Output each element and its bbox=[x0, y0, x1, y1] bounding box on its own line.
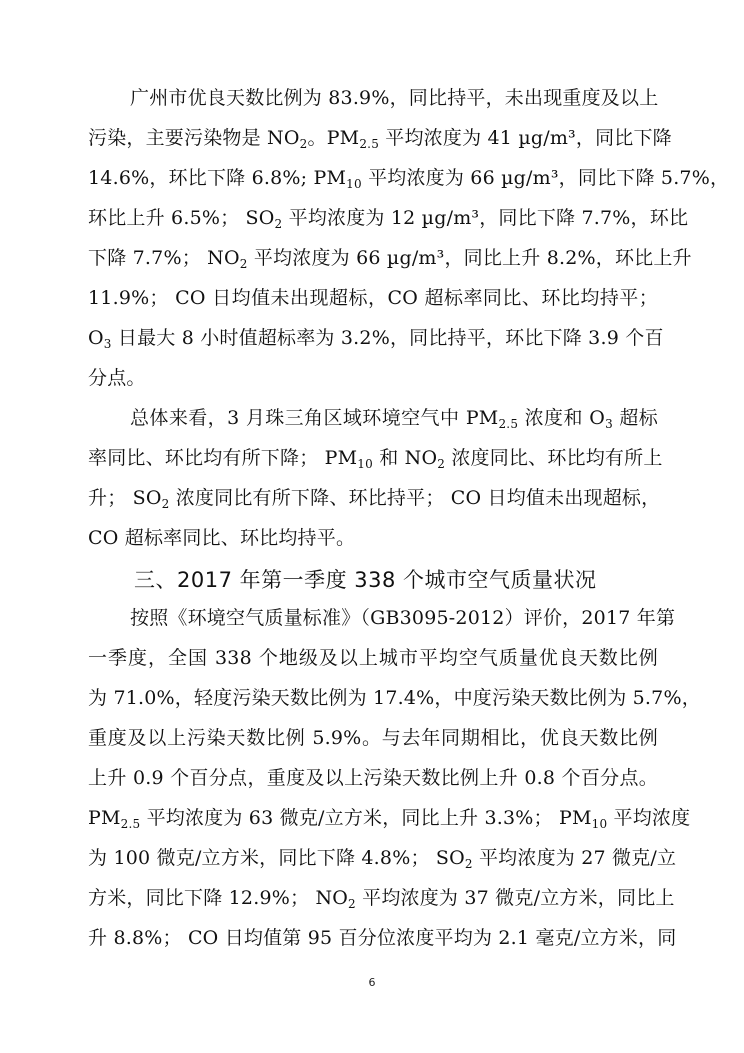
text-run: 14.6%，环比下降 6.8%; PM bbox=[88, 167, 347, 189]
subscript: 10 bbox=[357, 457, 373, 471]
text-run: 平均浓度 bbox=[607, 807, 691, 829]
text-run: 上升 0.9 个百分点，重度及以上污染天数比例上升 0.8 个百分点。 bbox=[88, 767, 658, 789]
text-run: 方米，同比下降 12.9%； NO bbox=[88, 887, 349, 909]
subscript: 10 bbox=[346, 177, 362, 191]
subscript: 2.5 bbox=[120, 817, 141, 831]
text-run: 平均浓度为 66 µg/m³，同比上升 8.2%，环比上升 bbox=[247, 247, 692, 269]
text-line bbox=[88, 446, 663, 471]
text-run: 平均浓度为 66 µg/m³，同比下降 5.7%， bbox=[361, 167, 730, 189]
text-line bbox=[130, 406, 658, 430]
text-run: 平均浓度为 37 微克/立方米，同比上 bbox=[355, 887, 675, 909]
subscript: 2 bbox=[274, 217, 283, 231]
text-line bbox=[88, 766, 658, 790]
text-line bbox=[88, 286, 658, 310]
text-line bbox=[88, 726, 658, 750]
text-run: 平均浓度为 12 µg/m³，同比下降 7.7%，环比 bbox=[282, 207, 689, 229]
subscript: 2 bbox=[239, 257, 248, 271]
subscript: 2.5 bbox=[498, 417, 519, 431]
text-run: 浓度和 O bbox=[518, 407, 606, 429]
text-run: 平均浓度为 27 微克/立 bbox=[472, 847, 677, 869]
subscript: 2 bbox=[299, 137, 308, 151]
text-run: 升 8.8%； CO 日均值第 95 百分位浓度平均为 2.1 毫克/立方米，同 bbox=[88, 927, 677, 949]
subscript: 2 bbox=[464, 857, 473, 871]
subscript: 3 bbox=[605, 417, 613, 431]
text-line bbox=[88, 686, 701, 710]
subscript: 2 bbox=[348, 897, 356, 911]
text-run: 为 100 微克/立方米，同比下降 4.8%； SO bbox=[88, 847, 465, 869]
text-line bbox=[88, 366, 658, 390]
text-run: 一季度，全国 338 个地级及以上城市平均空气质量优良天数比例 bbox=[88, 647, 658, 669]
text-run: 11.9%； CO 日均值未出现超标，CO 超标率同比、环比均持平； bbox=[88, 287, 658, 309]
text-run: 总体来看，3 月珠三角区域环境空气中 PM bbox=[130, 407, 499, 429]
text-run: 平均浓度为 41 µg/m³，同比下降 bbox=[379, 127, 672, 149]
text-run: 浓度同比、环比均有所上 bbox=[445, 447, 663, 469]
text-run: 升； SO bbox=[88, 487, 162, 509]
text-line bbox=[88, 126, 672, 151]
subscript: 2.5 bbox=[359, 137, 380, 151]
text-run: 分点。 bbox=[88, 367, 146, 389]
text-line bbox=[88, 646, 658, 670]
text-line bbox=[88, 846, 677, 871]
text-run: PM bbox=[88, 807, 121, 829]
text-run: 为 71.0%，轻度污染天数比例为 17.4%，中度污染天数比例为 5.7%， bbox=[88, 687, 701, 709]
subscript: 2 bbox=[161, 497, 170, 511]
text-run: 。PM bbox=[307, 127, 360, 149]
text-run: 和 NO bbox=[372, 447, 438, 469]
text-run: 平均浓度为 63 微克/立方米，同比上升 3.3%； PM bbox=[140, 807, 592, 829]
text-line bbox=[88, 806, 691, 831]
subscript: 10 bbox=[591, 817, 608, 831]
text-run: 重度及以上污染天数比例 5.9%。与去年同期相比，优良天数比例 bbox=[88, 727, 658, 749]
subscript: 2 bbox=[437, 457, 446, 471]
subscript: 3 bbox=[103, 337, 112, 351]
text-run: O bbox=[88, 327, 104, 349]
section-heading: 三、2017 年第一季度 338 个城市空气质量状况 bbox=[134, 568, 597, 592]
page-number: 6 bbox=[368, 976, 376, 989]
text-line bbox=[130, 606, 676, 630]
text-run: 率同比、环比均有所下降； PM bbox=[88, 447, 358, 469]
text-run: 下降 7.7%； NO bbox=[88, 247, 240, 269]
text-line bbox=[88, 166, 730, 191]
text-line bbox=[88, 526, 658, 550]
text-run: 浓度同比有所下降、环比持平； CO 日均值未出现超标， bbox=[169, 487, 661, 509]
text-run: 超标 bbox=[612, 407, 659, 429]
text-line bbox=[88, 246, 692, 271]
text-run: 日最大 8 小时值超标率为 3.2%，同比持平，环比下降 3.9 个百 bbox=[111, 327, 664, 349]
text-run: 污染，主要污染物是 NO bbox=[88, 127, 300, 149]
text-line bbox=[88, 486, 661, 511]
text-run: 广州市优良天数比例为 83.9%，同比持平，未出现重度及以上 bbox=[130, 87, 659, 109]
text-line bbox=[130, 86, 658, 110]
text-line bbox=[88, 886, 675, 911]
text-run: 按照《环境空气质量标准》（GB3095-2012）评价，2017 年第 bbox=[130, 607, 676, 629]
text-line bbox=[88, 926, 677, 950]
text-run: 环比上升 6.5%； SO bbox=[88, 207, 275, 229]
text-line bbox=[88, 326, 664, 351]
text-line bbox=[88, 206, 689, 231]
text-run: CO 超标率同比、环比均持平。 bbox=[88, 527, 356, 549]
